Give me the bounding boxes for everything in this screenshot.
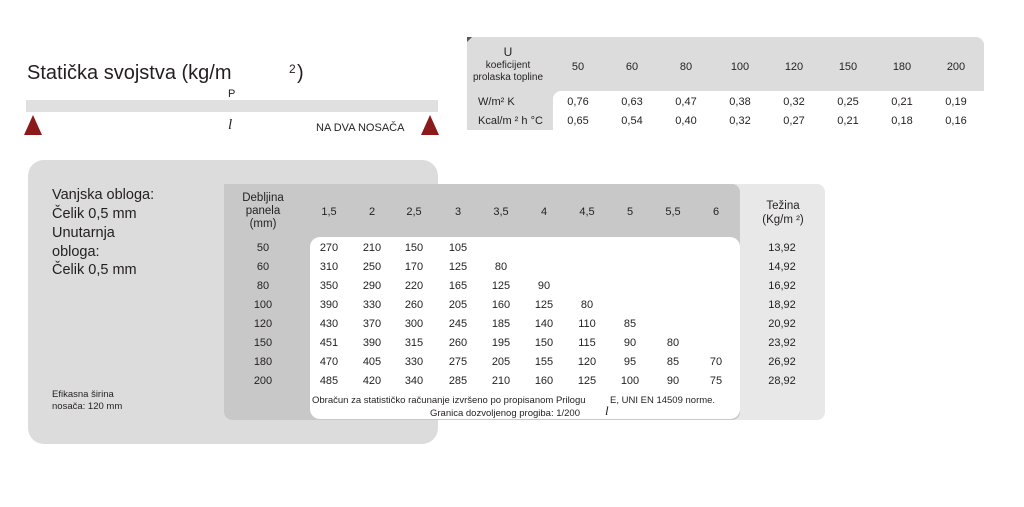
load-cell: 140 <box>534 318 554 330</box>
span-header: 5,5 <box>665 206 681 218</box>
load-cell: 80 <box>580 299 594 311</box>
load-cell: 90 <box>666 375 680 387</box>
weight-cell: 26,92 <box>768 356 796 368</box>
load-cell: 160 <box>491 299 511 311</box>
u-cell: 0,32 <box>729 115 751 127</box>
u-column-header: 100 <box>730 61 750 73</box>
load-cell: 125 <box>534 299 554 311</box>
load-cell: 310 <box>319 261 339 273</box>
thickness-cell: 200 <box>253 375 273 387</box>
footnote-line2: Granica dozvoljenog progiba: 1/200 <box>430 408 580 419</box>
load-cell: 185 <box>491 318 511 330</box>
weight-cell: 18,92 <box>768 299 796 311</box>
load-cell: 370 <box>362 318 382 330</box>
u-column-header: 120 <box>784 61 804 73</box>
load-cell: 85 <box>666 356 680 368</box>
u-column-header: 200 <box>946 61 966 73</box>
u-cell: 0,47 <box>675 96 697 108</box>
support-note: NA DVA NOSAČA <box>316 122 405 134</box>
thickness-cell: 80 <box>256 280 270 292</box>
u-cell: 0,40 <box>675 115 697 127</box>
u-row-label: Kcal/m ² h °C <box>478 115 543 127</box>
load-cell: 115 <box>578 337 596 349</box>
load-cell: 95 <box>623 356 637 368</box>
load-cell: 70 <box>709 356 723 368</box>
u-column-header: 180 <box>892 61 912 73</box>
u-cell: 0,63 <box>621 96 643 108</box>
load-cell: 285 <box>448 375 468 387</box>
thickness-header: Debljina panela (mm) <box>242 192 284 231</box>
load-cell: 210 <box>362 242 382 254</box>
span-header: 3 <box>454 206 462 218</box>
corner-mark <box>467 37 472 42</box>
thickness-cell: 50 <box>256 242 270 254</box>
load-cell: 420 <box>362 375 382 387</box>
thickness-cell: 150 <box>253 337 273 349</box>
load-cell: 390 <box>319 299 339 311</box>
load-cell: 350 <box>319 280 339 292</box>
load-cell: 451 <box>319 337 339 349</box>
u-cell: 0,25 <box>837 96 859 108</box>
load-cell: 100 <box>620 375 640 387</box>
effective-width-note: Efikasna širina nosača: 120 mm <box>52 389 123 412</box>
load-cell: 205 <box>448 299 468 311</box>
load-cell: 470 <box>319 356 339 368</box>
load-cell: 290 <box>362 280 382 292</box>
load-cell: 150 <box>404 242 424 254</box>
u-cell: 0,54 <box>621 115 643 127</box>
load-cell: 125 <box>577 375 597 387</box>
footnote-norm: E, UNI EN 14509 norme. <box>610 395 716 406</box>
load-cell: 220 <box>404 280 424 292</box>
beam <box>26 100 438 112</box>
weight-header: Težina (Kg/m ²) <box>762 200 804 226</box>
load-cell: 300 <box>404 318 424 330</box>
thickness-cell: 60 <box>256 261 270 273</box>
span-header: 3,5 <box>493 206 509 218</box>
weight-cell: 16,92 <box>768 280 796 292</box>
load-cell: 80 <box>494 261 508 273</box>
cladding-line: Unutarnja <box>52 224 115 241</box>
weight-cell: 13,92 <box>768 242 796 254</box>
u-cell: 0,16 <box>945 115 967 127</box>
u-cell: 0,38 <box>729 96 751 108</box>
span-header: 4,5 <box>579 206 595 218</box>
span-header: 1,5 <box>321 206 337 218</box>
weight-cell: 28,92 <box>768 375 796 387</box>
u-cell: 0,19 <box>945 96 967 108</box>
load-cell: 245 <box>448 318 468 330</box>
load-cell: 125 <box>448 261 468 273</box>
footnote-symbol: l <box>605 403 609 418</box>
weight-cell: 20,92 <box>768 318 796 330</box>
load-cell: 150 <box>534 337 554 349</box>
load-cell: 210 <box>491 375 511 387</box>
u-table-header <box>472 46 544 83</box>
load-cell: 110 <box>578 318 596 330</box>
u-cell: 0,32 <box>783 96 805 108</box>
load-cell: 90 <box>537 280 551 292</box>
thickness-cell: 120 <box>253 318 273 330</box>
load-cell: 405 <box>362 356 382 368</box>
load-cell: 125 <box>491 280 511 292</box>
load-cell: 330 <box>404 356 424 368</box>
thickness-cell: 180 <box>253 356 273 368</box>
u-cell: 0,76 <box>567 96 589 108</box>
load-cell: 170 <box>404 261 424 273</box>
load-cell: 250 <box>362 261 382 273</box>
footnote-line1: Obračun za statističko računanje izvršeno po propisanom Prilogu <box>312 395 586 406</box>
u-column-header: 150 <box>838 61 858 73</box>
cladding-line: Čelik 0,5 mm <box>52 262 137 279</box>
u-column-header: 50 <box>571 61 585 73</box>
cladding-description <box>52 186 154 280</box>
load-cell: 80 <box>666 337 680 349</box>
u-cell: 0,21 <box>837 115 859 127</box>
u-column-header: 80 <box>679 61 693 73</box>
span-header: 6 <box>712 206 720 218</box>
cladding-line: Vanjska obloga: <box>52 187 155 203</box>
cladding-line: obloga: <box>52 243 100 260</box>
span-header: 5 <box>626 206 634 218</box>
weight-cell: 14,92 <box>768 261 796 273</box>
load-cell: 260 <box>448 337 468 349</box>
load-cell: 105 <box>448 242 468 254</box>
thickness-cell: 100 <box>253 299 273 311</box>
span-header: 4 <box>540 206 548 218</box>
load-cell: 485 <box>319 375 339 387</box>
load-cell: 275 <box>448 356 468 368</box>
load-cell: 315 <box>404 337 424 349</box>
load-cell: 90 <box>623 337 637 349</box>
u-header-line3: prolaska topline <box>472 71 544 83</box>
load-cell: 160 <box>534 375 554 387</box>
u-column-header: 60 <box>625 61 639 73</box>
u-cell: 0,27 <box>783 115 805 127</box>
load-cell: 430 <box>319 318 339 330</box>
support-triangle-icon <box>24 115 42 135</box>
u-cell: 0,21 <box>891 96 913 108</box>
u-header-line1: U <box>503 45 513 59</box>
load-cell: 155 <box>534 356 554 368</box>
title-close-paren: ) <box>297 62 304 84</box>
load-cell: 270 <box>319 242 339 254</box>
u-row-label: W/m² K <box>478 96 515 108</box>
load-label: P <box>228 88 236 100</box>
u-header-line2: koeficijent <box>485 60 531 71</box>
weight-cell: 23,92 <box>768 337 796 349</box>
span-header: 2 <box>368 206 376 218</box>
load-cell: 330 <box>362 299 382 311</box>
load-cell: 75 <box>709 375 723 387</box>
load-cell: 205 <box>491 356 511 368</box>
load-cell: 120 <box>577 356 597 368</box>
span-label: l <box>228 117 233 133</box>
page-title: Statička svojstva (kg/m <box>27 62 232 84</box>
load-cell: 195 <box>491 337 511 349</box>
cladding-line: Čelik 0,5 mm <box>52 205 137 222</box>
load-cell: 390 <box>362 337 382 349</box>
span-header: 2,5 <box>406 206 422 218</box>
support-triangle-icon <box>421 115 439 135</box>
title-superscript: 2 <box>289 62 296 76</box>
load-cell: 165 <box>448 280 468 292</box>
u-cell: 0,18 <box>891 115 913 127</box>
load-cell: 340 <box>404 375 424 387</box>
load-cell: 85 <box>623 318 637 330</box>
u-cell: 0,65 <box>567 115 589 127</box>
load-cell: 260 <box>404 299 424 311</box>
